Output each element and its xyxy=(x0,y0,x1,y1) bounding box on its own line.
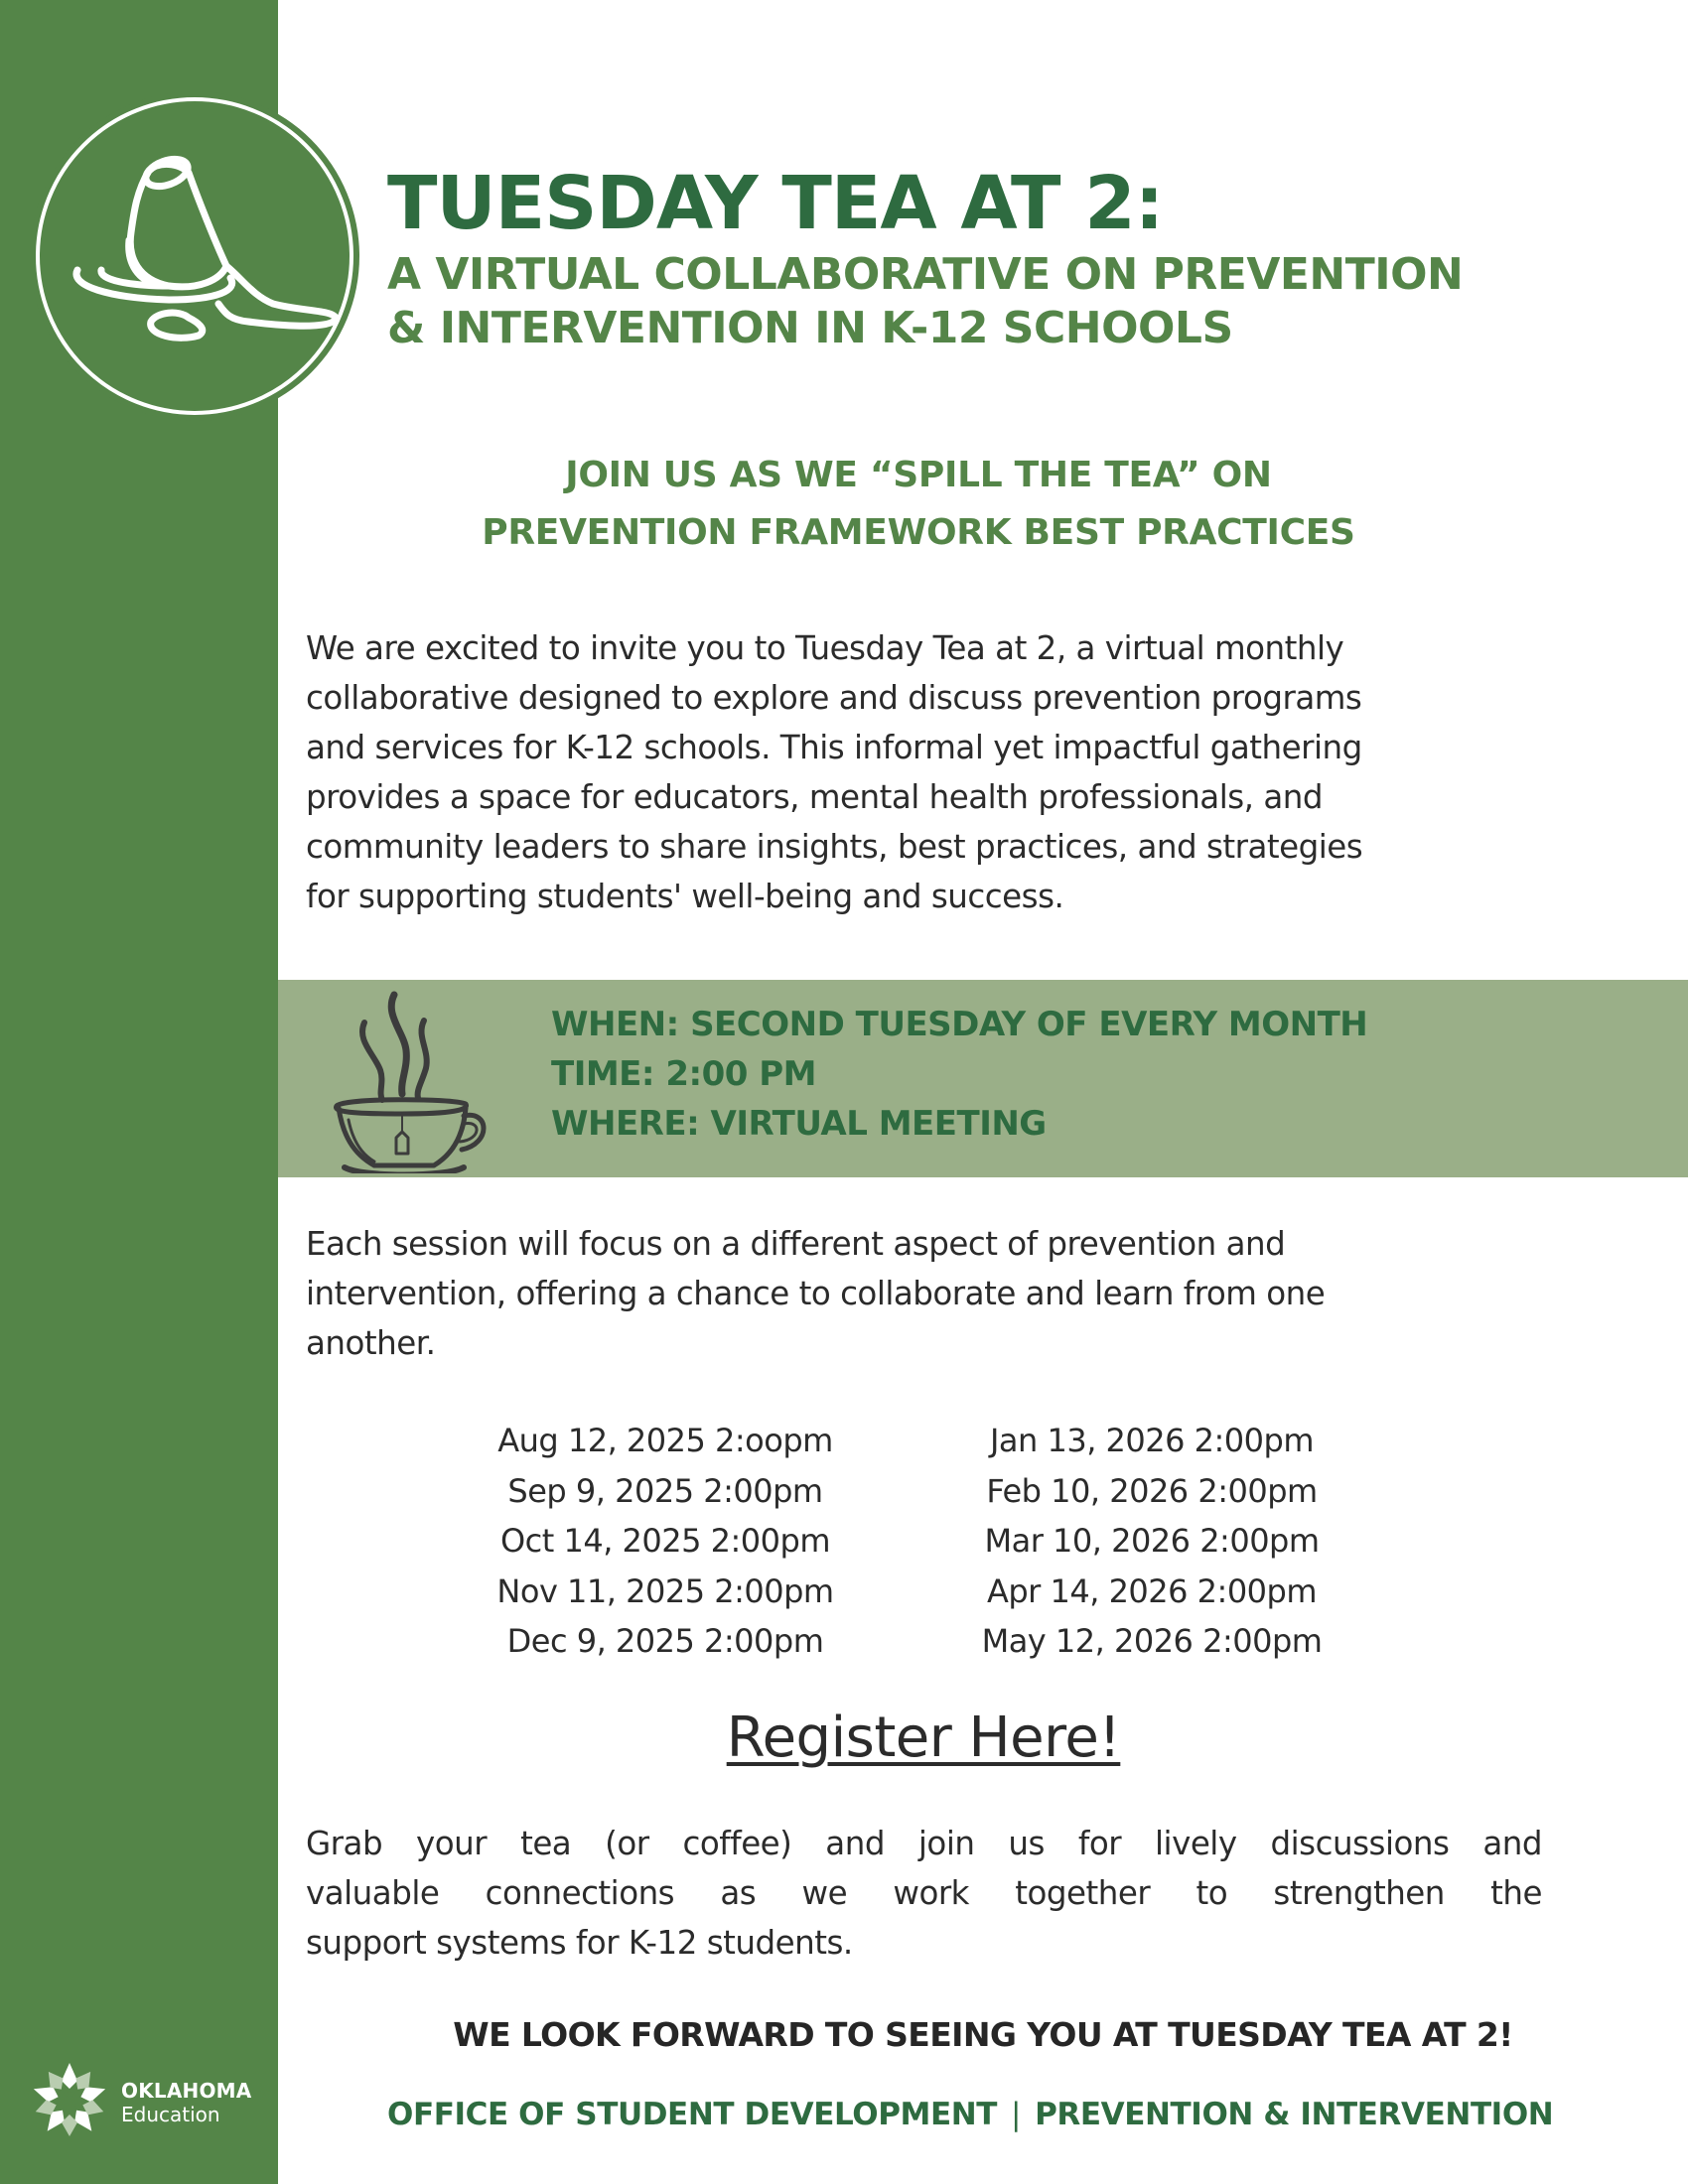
event-details xyxy=(551,1000,1367,1149)
schedule-date: May 12, 2026 2:00pm xyxy=(981,1622,1323,1660)
event-time: TIME: 2:00 PM xyxy=(551,1054,816,1094)
closing-statement: WE LOOK FORWARD TO SEEING YOU AT TUESDAY TEA AT 2! xyxy=(453,2015,1513,2054)
paragraph-line: another. xyxy=(306,1324,436,1362)
schedule-column-2026 xyxy=(943,1416,1360,1667)
oklahoma-education-logo xyxy=(28,2059,266,2148)
event-info-band xyxy=(278,980,1688,1177)
schedule-date: Feb 10, 2026 2:00pm xyxy=(986,1471,1318,1510)
register-link[interactable]: Register Here! xyxy=(726,1706,1121,1770)
paragraph-line: and services for K-12 schools. This informal yet impactful gathering xyxy=(306,729,1362,766)
paragraph-line: Each session will focus on a different aspect of prevention and xyxy=(306,1225,1286,1263)
schedule-date: Jan 13, 2026 2:00pm xyxy=(989,1422,1314,1459)
intro-paragraph xyxy=(306,623,1547,921)
page-subtitle-line-2: & INTERVENTION IN K-12 SCHOOLS xyxy=(387,303,1233,353)
paragraph-line: community leaders to share insights, best practices, and strategies xyxy=(306,828,1363,866)
footer-division: PREVENTION & INTERVENTION xyxy=(1035,2097,1554,2132)
agency-name-line-2: Education xyxy=(121,2103,220,2126)
tagline xyxy=(278,447,1688,562)
event-when: WHEN: SECOND TUESDAY OF EVERY MONTH xyxy=(551,1005,1368,1044)
session-paragraph xyxy=(306,1219,1547,1368)
page-subtitle-line-1: A VIRTUAL COLLABORATIVE ON PREVENTION xyxy=(387,249,1464,300)
closing-paragraph xyxy=(306,1819,1542,1968)
schedule-column-2025 xyxy=(457,1416,874,1667)
agency-name xyxy=(121,2079,251,2126)
spilled-tea-logo xyxy=(30,91,359,421)
paragraph-line: We are excited to invite you to Tuesday Tea at 2, a virtual monthly xyxy=(306,629,1344,667)
footer-organization xyxy=(387,2097,1553,2132)
paragraph-line: for supporting students' well-being and success. xyxy=(306,878,1064,915)
schedule-date: Nov 11, 2025 2:00pm xyxy=(496,1571,834,1610)
tagline-line-2: PREVENTION FRAMEWORK BEST PRACTICES xyxy=(482,512,1355,553)
paragraph-line: Grab your tea (or coffee) and join us for lively discussions and xyxy=(306,1825,1542,1862)
spilled-teacup-icon xyxy=(30,91,359,421)
paragraph-line: collaborative designed to explore and discuss prevention programs xyxy=(306,679,1362,717)
schedule-date: Aug 12, 2025 2:oopm xyxy=(497,1422,833,1459)
footer-office: OFFICE OF STUDENT DEVELOPMENT xyxy=(387,2097,998,2132)
schedule-date: Dec 9, 2025 2:00pm xyxy=(506,1622,824,1660)
paragraph-line: intervention, offering a chance to collaborate and learn from one xyxy=(306,1275,1326,1312)
oklahoma-star-icon xyxy=(28,2059,111,2142)
paragraph-line: valuable connections as we work together to strengthen the xyxy=(306,1874,1542,1912)
footer-separator: | xyxy=(1011,2097,1022,2132)
title-block xyxy=(387,159,1463,355)
schedule-date: Sep 9, 2025 2:00pm xyxy=(507,1471,823,1510)
paragraph-line: provides a space for educators, mental health professionals, and xyxy=(306,778,1323,816)
tagline-line-1: JOIN US AS WE “SPILL THE TEA” ON xyxy=(565,455,1272,495)
schedule-date: Mar 10, 2026 2:00pm xyxy=(984,1522,1320,1560)
event-where: WHERE: VIRTUAL MEETING xyxy=(551,1104,1047,1144)
agency-name-line-1: OKLAHOMA xyxy=(121,2079,252,2103)
paragraph-line: support systems for K-12 students. xyxy=(306,1924,853,1962)
schedule-date: Apr 14, 2026 2:00pm xyxy=(986,1571,1318,1610)
page-title: TUESDAY TEA AT 2: xyxy=(387,161,1164,246)
register-container xyxy=(278,1706,1688,1770)
schedule-date: Oct 14, 2025 2:00pm xyxy=(499,1522,830,1560)
teacup-steam-icon xyxy=(323,985,492,1173)
